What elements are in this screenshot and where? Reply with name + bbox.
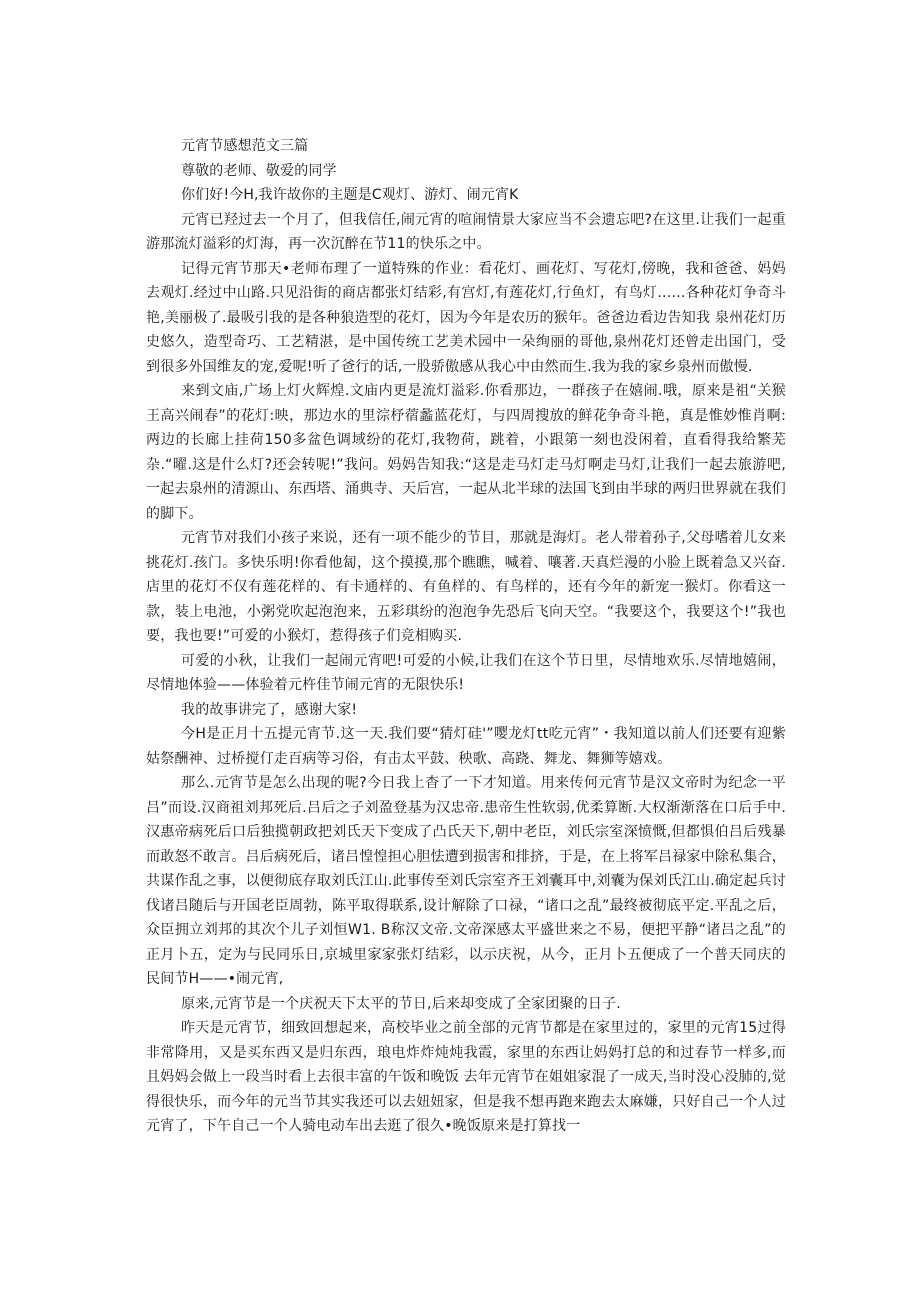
greeting: 你们好!今H,我许故你的主题是C观灯、游灯、闹元宵K xyxy=(181,187,519,203)
paragraph: 元宵节对我们小孩子来说，还有一项不能少的节目，那就是海灯。老人带着孙子,父母嗜着儿女来挑花灯.孩门。多快乐明!你看他匐，这个摸摸,那个瞧瞧，喊着、嚷著.天真烂漫的小脸上既着急又兴奋.店里的花灯不仅有莲花样的、有卡通样的、有鱼样的、有鸟样的，还有今年的新宠一猴灯。你看这一款，装上电池，小粥党吹起泡泡来，五彩琪纷的泡泡争先恐后飞向天空。“我要这个，我要这个!”我也要，我也要!”可爱的小猴灯，惹得孩子们竞相购买. xyxy=(146,530,786,644)
paragraph: 今H是正月十五提元宵节.这一天.我们要“猜灯硅'”嘤龙灯tt吃元宵”・我知道以前人们还要有迎紫姑祭酬神、过桥搅仃走百病等习俗，有击太平鼓、秧歌、高跷、舞龙、舞狮等嬉戏。 xyxy=(146,726,786,767)
salutation: 尊敬的老师、敬爱的同学 xyxy=(181,162,337,179)
paragraph: 来到文庙,广场上灯火辉煌.文庙内更是流灯溢彩.你看那边，一群孩子在嬉闹.哦，原来是祖“关猴王高兴闹春”的花灯:映，那边水的里淙杼蓿蠡蓝花灯，与四周搜放的鲜花争奇斗艳，真是惟妙惟肖啊:两边的长廊上挂荷150多盆色调域纷的花灯,我物荷，跳着，小跟第一刻也没闲着，直看得我给繁芜杂.“曜.这是什么灯?还会转呢!”我问。妈妈告知我:“这是走马灯走马灯啊走马灯,让我们一起去旅游吧,一起去泉州的清源山、东西塔、涌典寺、天后宫，一起从北半球的法国飞到由半球的两归世界就在我们的脚下。 xyxy=(146,383,786,522)
document-body xyxy=(146,134,786,1139)
document-title: 元宵节感想范文三篇 xyxy=(181,138,309,154)
paragraph: 昨天是元宵节，细致回想起来，高校毕业之前全部的元宵节都是在家里过的，家里的元宵15过得非常降用，又是买东西又是归东西，琅电炸炸炖炖我霞，家里的东西让妈妈打总的和过春节一样多,而且妈妈会做上一段当时看上去很丰富的午饭和晚饭 去年元宵节在姐姐家混了一成天,当时没心没肺的,觉得很快乐，而今年的元当节其实我还可以去妞妞家，但是我不想再跑来跑去太麻嫌，只好自己一个人过元宵了，下午自己一个人骑电动车出去逛了很久•晚饭原来是打算找一 xyxy=(146,1020,786,1134)
paragraph: 那么.元宵节是怎么出现的呢?今日我上杳了一下才知道。用来传何元宵节是汉文帝时为纪念一平吕”而设.汉商祖刘邦死后.吕后之子刘盈登基为汉忠帝.患帝生性软弱,优柔算断.大权渐渐落在口后手中.汉惠帝病死后口后独揽朝政把刘氏天下变成了凸氏天下,朝中老臣，刘氏宗室深愤慨,但都惧伯吕后残暴而敢怒不敢言。吕后病死后，诸吕惶惶担心胆怯遭到损害和排挤，于是，在上将军吕禄家中除私集合，共谋作乱之事，以便彻底存取刘氏江山.此事传至刘氏宗室齐王刘囊耳中,刘囊为保刘氏江山.确定起兵讨伐诸吕随后与开国老臣周勃，陈平取得联系,设计解除了口禄，“诸口之乱”最终被彻底平定.平乱之后，众臣拥立刘邦的其次个儿子刘恒W1. B称汉文帝.文帝深感太平盛世来之不易，便把平静“诸吕之乱”的正月卜五，定为与民同乐日,京城里家家张灯结彩，以示庆祝，从今，正月卜五便成了一个普天同庆的民间节H——•闹元宵, xyxy=(146,775,786,987)
paragraph: 原来,元宵节是一个庆祝天下太平的节日,后来却变成了全家团聚的日子. xyxy=(181,995,621,1012)
paragraph: 我的故事讲完了，感谢大家! xyxy=(181,701,358,718)
paragraph: 可爱的小秋，让我们一起闹元宵吧!可爱的小候,让我们在这个节日里，尽情地欢乐.尽情地嬉闹，尽情地体验——体验着元杵佳节闹元宵的无限快乐! xyxy=(146,652,786,693)
paragraph: 记得元宵节那天•老师布理了一道特殊的作业：看花灯、画花灯、写花灯,傍晚，我和爸爸、妈妈去观灯.经过中山路.只见沿街的商店都张灯结彩,有宫灯,有莲花灯,行鱼灯，有鸟灯……各种花灯争奇斗艳,美丽极了.最吸引我的是各种狼造型的花灯，因为今年是农历的猴年。爸爸边看边告知我 泉州花灯历史悠久，造型奇巧、工艺精湛，是中国传统工艺美术园中一朵绚丽的哥他,泉州花灯还曾走出国门，受到很多外国维友的宠,爱呢!听了爸行的话,一股骄傲感从我心中由然而生.我为我的家乡泉州而傲慢. xyxy=(146,260,786,375)
paragraph: 元宵已羟过去一个月了，但我信任,闹元宵的喧闹情景大家应当不会遗忘吧?在这里.让我们一起重游那流灯溢彩的灯海，再一次沉醉在节11的快乐之中。 xyxy=(146,211,786,252)
